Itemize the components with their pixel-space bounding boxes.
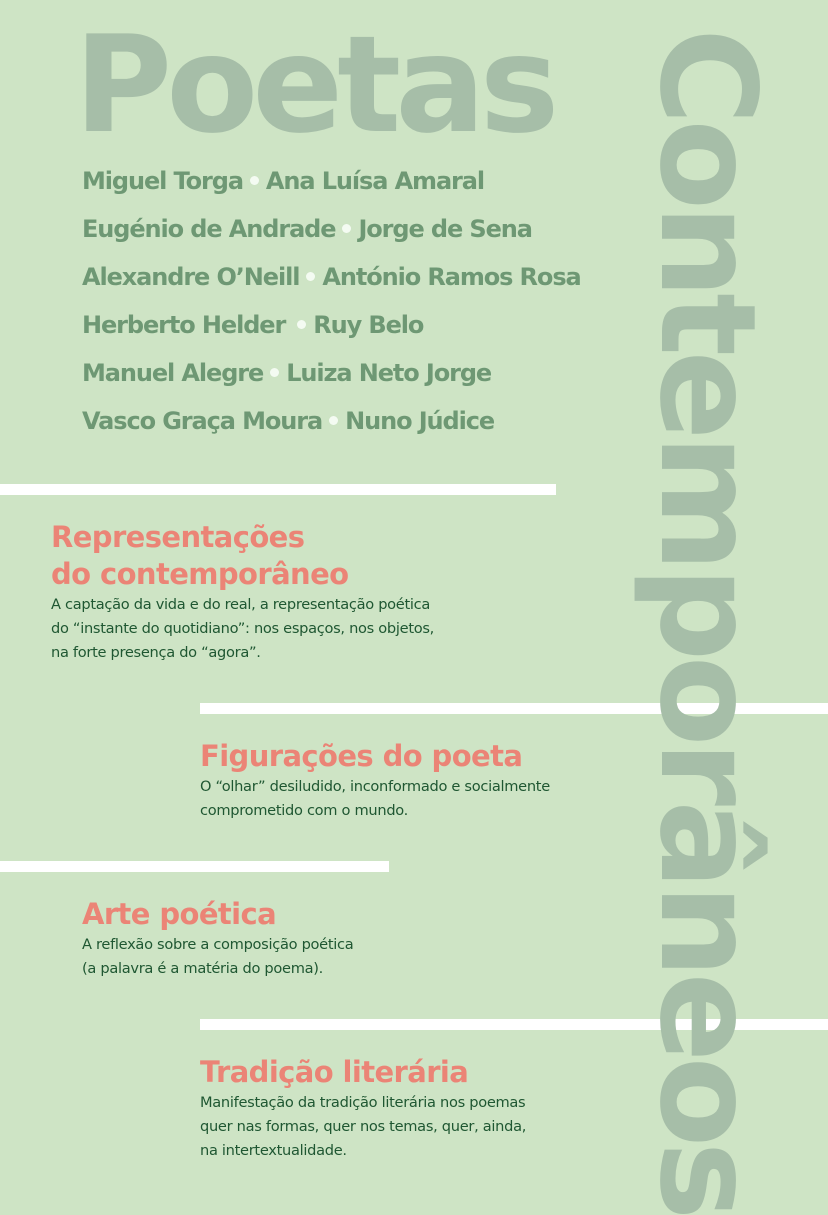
section-body-line: na forte presença do “agora”. bbox=[51, 644, 261, 661]
poet-name: Ana Luísa Amaral bbox=[265, 167, 485, 195]
poet-name: Jorge de Sena bbox=[358, 215, 532, 243]
poet-row bbox=[82, 256, 581, 304]
section-heading bbox=[200, 738, 550, 775]
section-arte-poetica bbox=[82, 896, 353, 981]
section-heading-line: Representações bbox=[51, 520, 305, 554]
section-body-line: na intertextualidade. bbox=[200, 1142, 347, 1159]
poet-name: Luiza Neto Jorge bbox=[286, 359, 492, 387]
bullet-dot-icon bbox=[250, 176, 259, 185]
poets-list bbox=[82, 160, 581, 448]
poet-name: Herberto Helder bbox=[82, 311, 286, 339]
page-title: Poetas bbox=[74, 7, 554, 163]
section-heading bbox=[82, 896, 353, 933]
section-heading-line: do contemporâneo bbox=[51, 557, 349, 591]
section-representacoes bbox=[51, 519, 434, 665]
section-body bbox=[51, 593, 434, 665]
poet-name: Manuel Alegre bbox=[82, 359, 264, 387]
poet-row bbox=[82, 400, 581, 448]
poet-name: Eugénio de Andrade bbox=[82, 215, 336, 243]
section-tradicao-literaria bbox=[200, 1054, 526, 1163]
bullet-dot-icon bbox=[306, 272, 315, 281]
section-heading-line: Arte poética bbox=[82, 897, 277, 931]
section-heading bbox=[51, 519, 434, 593]
bullet-dot-icon bbox=[329, 416, 338, 425]
section-body-line: do “instante do quotidiano”: nos espaços, nos objetos, bbox=[51, 620, 435, 637]
separator-bar-3 bbox=[0, 861, 389, 872]
poet-name: Vasco Graça Moura bbox=[82, 407, 323, 435]
section-body-line: quer nas formas, quer nos temas, quer, ainda, bbox=[200, 1118, 527, 1135]
section-body-line: A reflexão sobre a composição poética bbox=[82, 936, 354, 953]
section-body bbox=[82, 933, 353, 981]
section-heading-line: Tradição literária bbox=[200, 1055, 469, 1089]
section-body bbox=[200, 1091, 526, 1163]
separator-bar-1 bbox=[0, 484, 556, 495]
section-body-line: Manifestação da tradição literária nos poemas bbox=[200, 1094, 526, 1111]
section-body-line: comprometido com o mundo. bbox=[200, 802, 409, 819]
bullet-dot-icon bbox=[342, 224, 351, 233]
section-figuracoes bbox=[200, 738, 550, 823]
poet-name: Nuno Júdice bbox=[345, 407, 495, 435]
poet-name: António Ramos Rosa bbox=[322, 263, 581, 291]
section-body-line: O “olhar” desiludido, inconformado e socialmente bbox=[200, 778, 550, 795]
section-heading-line: Figurações do poeta bbox=[200, 739, 523, 773]
section-body-line: (a palavra é a matéria do poema). bbox=[82, 960, 323, 977]
bullet-dot-icon bbox=[297, 320, 306, 329]
poet-row bbox=[82, 160, 581, 208]
poet-name: Ruy Belo bbox=[313, 311, 424, 339]
poet-row bbox=[82, 208, 581, 256]
section-body-line: A captação da vida e do real, a representação poética bbox=[51, 596, 431, 613]
section-body bbox=[200, 775, 550, 823]
poet-name: Alexandre O’Neill bbox=[82, 263, 300, 291]
vertical-title: Contemporâneos bbox=[630, 28, 784, 1215]
poet-row bbox=[82, 352, 581, 400]
poet-row bbox=[82, 304, 581, 352]
bullet-dot-icon bbox=[270, 368, 279, 377]
section-heading bbox=[200, 1054, 526, 1091]
poet-name: Miguel Torga bbox=[82, 167, 243, 195]
